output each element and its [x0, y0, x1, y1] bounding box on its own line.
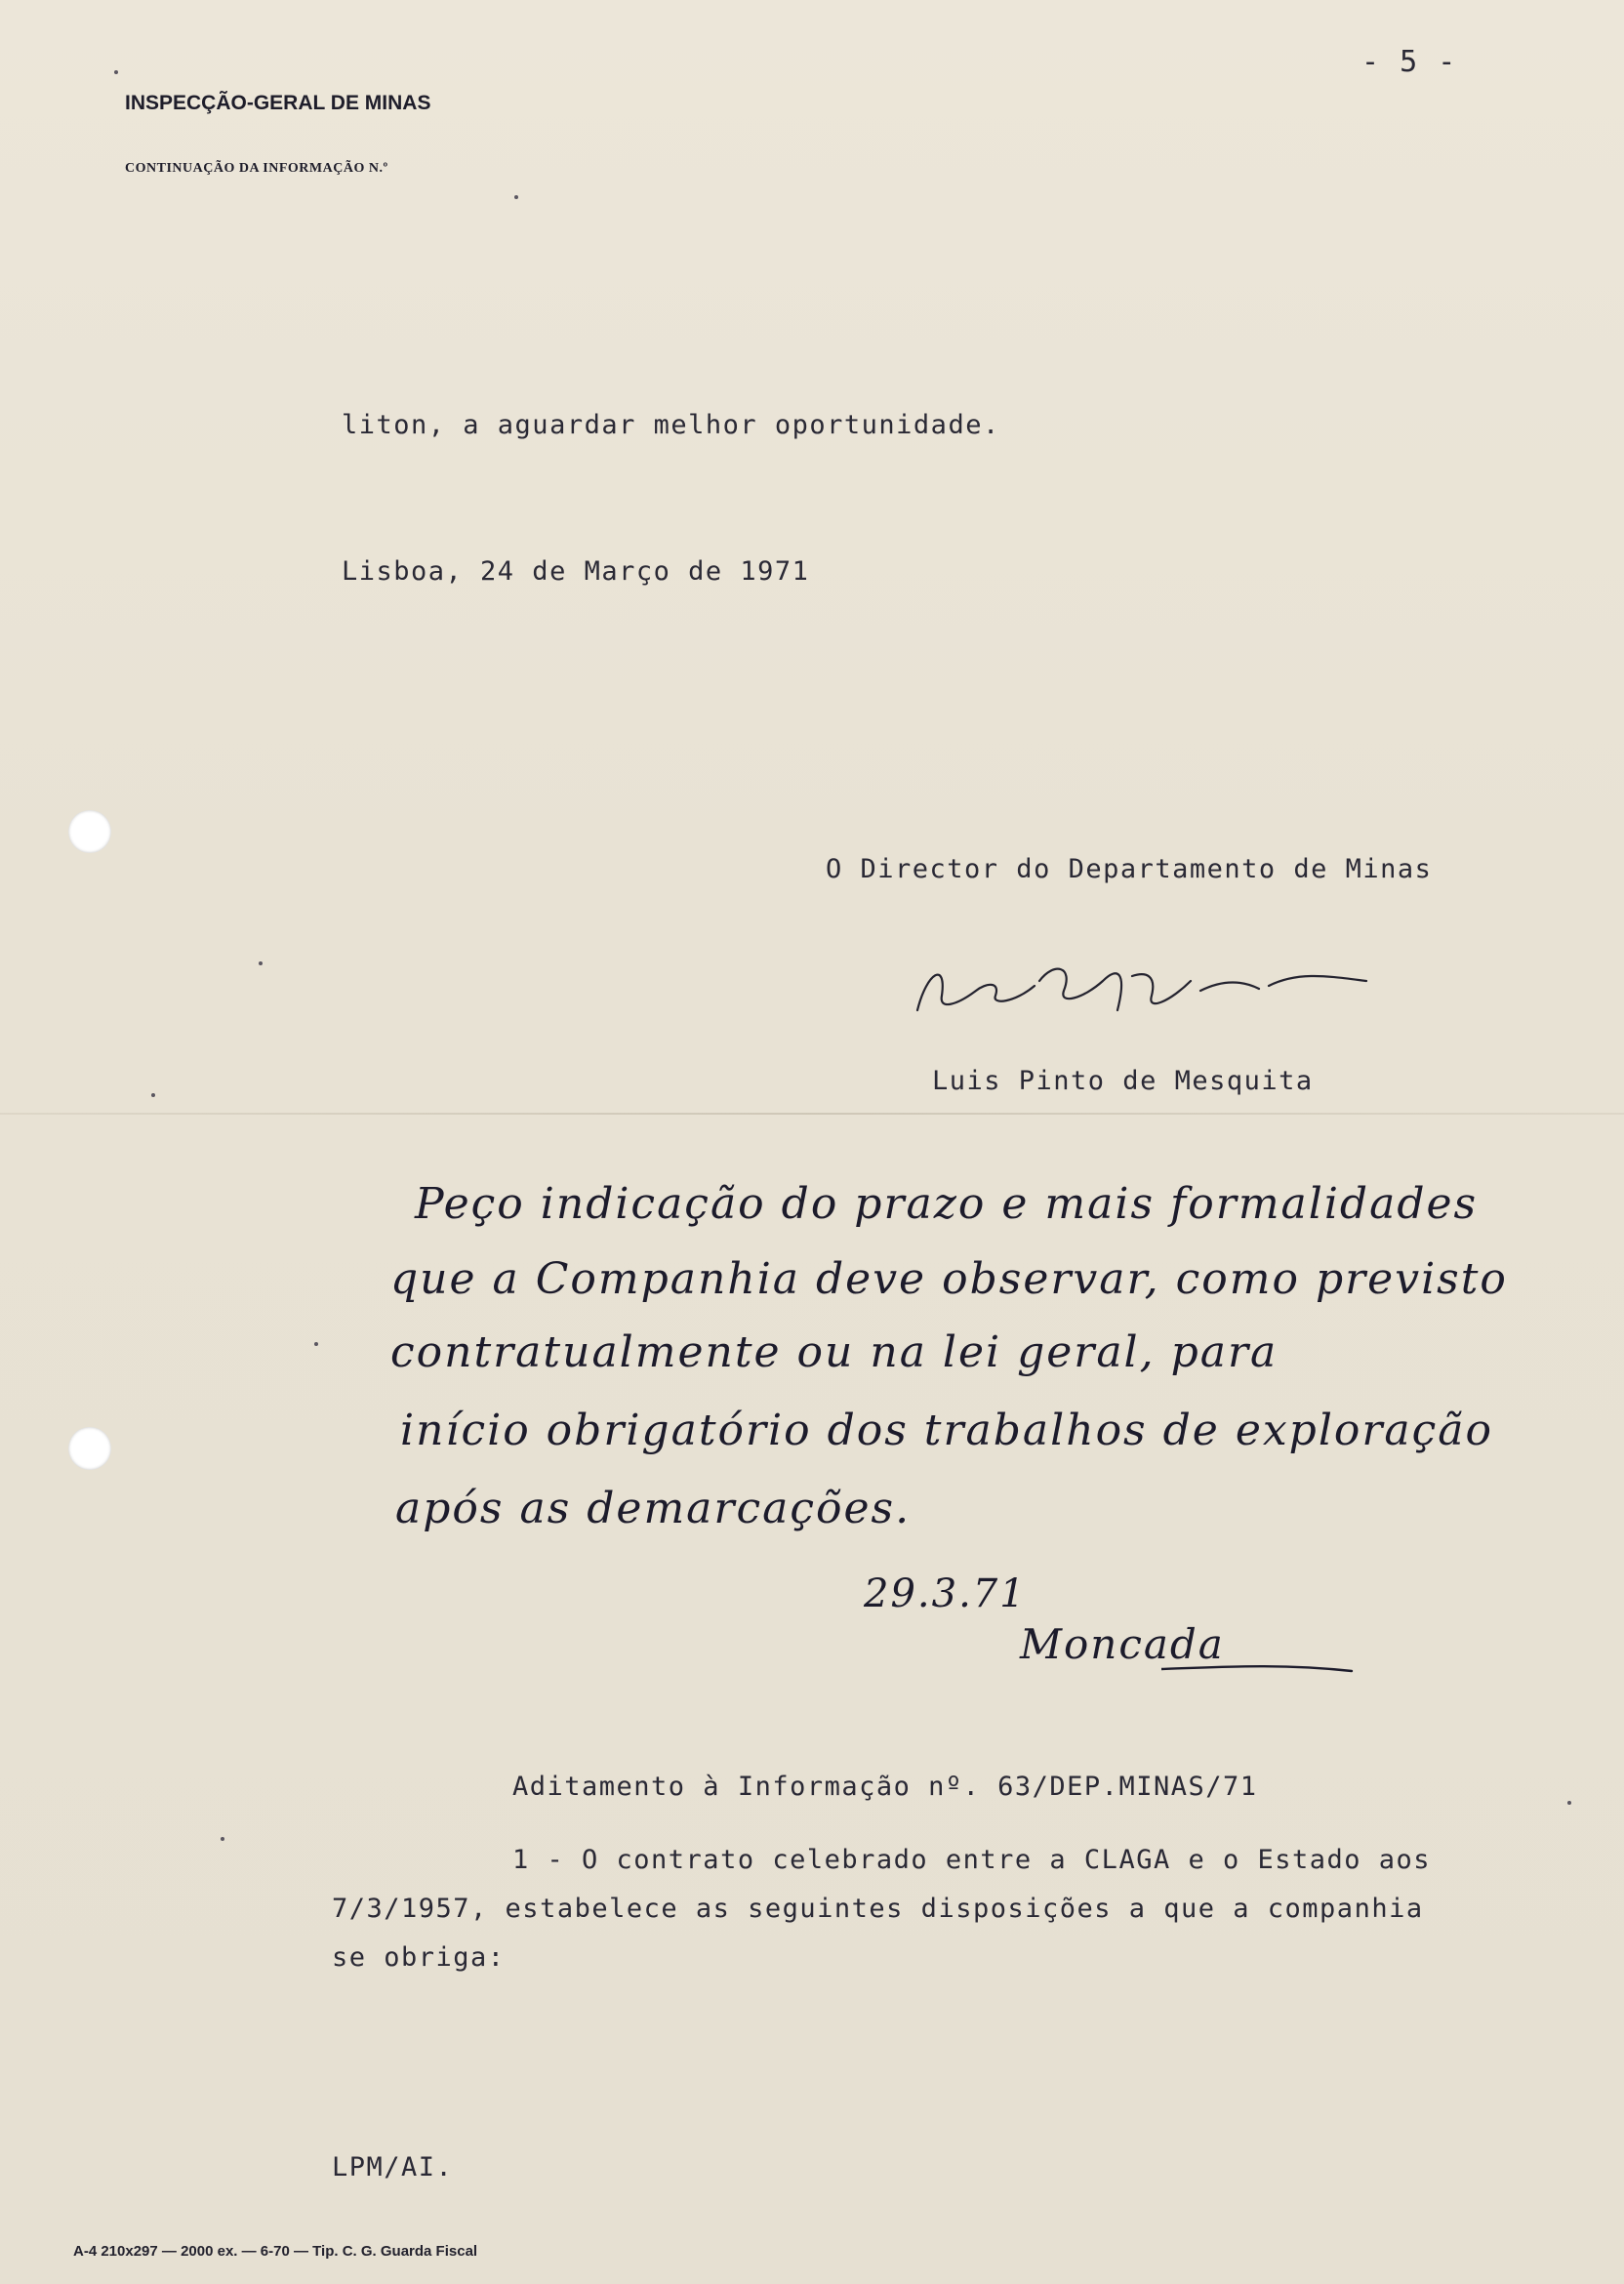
- speck: [314, 1342, 318, 1346]
- typist-initials: LPM/AI.: [332, 2152, 454, 2182]
- print-footer: A-4 210x297 — 2000 ex. — 6-70 — Tip. C. G. Guarda Fiscal: [73, 2243, 478, 2260]
- speck: [514, 195, 518, 199]
- signatory-title: O Director do Departamento de Minas: [826, 854, 1433, 884]
- addendum-paragraph-line: 1 - O contrato celebrado entre a CLAGA e o Estado aos: [512, 1845, 1432, 1875]
- handwritten-note-line: após as demarcações.: [395, 1484, 912, 1533]
- signatory-name: Luis Pinto de Mesquita: [932, 1066, 1314, 1096]
- speck: [221, 1837, 224, 1841]
- speck: [114, 70, 118, 74]
- signature-underline: [1161, 1650, 1357, 1679]
- handwritten-note-line: contratualmente ou na lei geral, para: [390, 1327, 1279, 1377]
- handwritten-note-line: Peço indicação do prazo e mais formalidades: [415, 1179, 1479, 1229]
- continuation-label: CONTINUAÇÃO DA INFORMAÇÃO N.º: [125, 161, 388, 176]
- page-fold-line: [0, 1113, 1624, 1115]
- addendum-title: Aditamento à Informação nº. 63/DEP.MINAS/71: [512, 1772, 1258, 1802]
- page-number: - 5 -: [1361, 45, 1457, 79]
- addendum-paragraph-line: 7/3/1957, estabelece as seguintes disposições a que a companhia: [332, 1894, 1424, 1924]
- speck: [1567, 1801, 1571, 1805]
- addendum-paragraph-line: se obriga:: [332, 1942, 506, 1973]
- handwritten-date: 29.3.71: [864, 1571, 1027, 1616]
- director-signature: [908, 952, 1376, 1030]
- punch-hole-top: [68, 810, 111, 853]
- date-line: Lisboa, 24 de Março de 1971: [342, 556, 810, 587]
- speck: [151, 1093, 155, 1097]
- speck: [259, 961, 263, 965]
- handwritten-note-line: que a Companhia deve observar, como previsto: [390, 1254, 1508, 1304]
- body-line: liton, a aguardar melhor oportunidade.: [342, 410, 1000, 440]
- organization-header: INSPECÇÃO-GERAL DE MINAS: [125, 92, 431, 114]
- handwritten-note-line: início obrigatório dos trabalhos de exploração: [400, 1406, 1494, 1455]
- punch-hole-bottom: [68, 1427, 111, 1470]
- handwritten-signature: Moncada: [1020, 1620, 1225, 1668]
